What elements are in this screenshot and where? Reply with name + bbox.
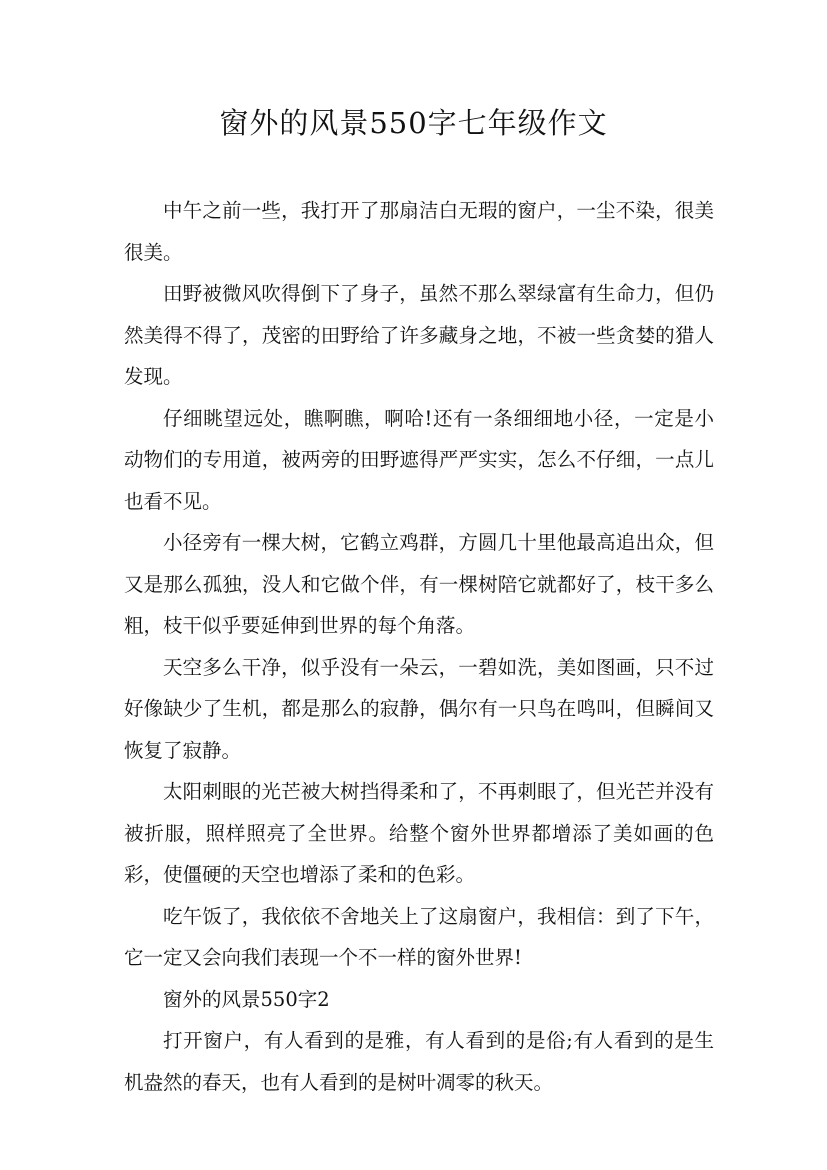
paragraph: 小径旁有一棵大树，它鹤立鸡群，方圆几十里他最高追出众，但又是那么孤独，没人和它做个伴，有一棵树陪它就都好了，枝干多么粗，枝干似乎要延伸到世界的每个角落。 xyxy=(124,531,714,637)
paragraph: 打开窗户，有人看到的是雅，有人看到的是俗;有人看到的是生机盎然的春天，也有人看到的是树叶凋零的秋天。 xyxy=(124,1029,714,1094)
paragraph: 仔细眺望远处，瞧啊瞧，啊哈!还有一条细细地小径，一定是小动物们的专用道，被两旁的田野遮得严严实实，怎么不仔细，一点儿也看不见。 xyxy=(124,406,714,513)
paragraph: 太阳刺眼的光芒被大树挡得柔和了，不再刺眼了，但光芒并没有被折服，照样照亮了全世界。给整个窗外世界都增添了美如画的色彩，使僵硬的天空也增添了柔和的色彩。 xyxy=(124,780,714,886)
paragraph: 吃午饭了，我依依不舍地关上了这扇窗户，我相信：到了下午，它一定又会向我们表现一个不一样的窗外世界! xyxy=(124,904,714,969)
paragraph: 田野被微风吹得倒下了身子，虽然不那么翠绿富有生命力，但仍然美得不得了，茂密的田野给了许多藏身之地，不被一些贪婪的猎人发现。 xyxy=(124,282,714,388)
section-heading: 窗外的风景550字2 xyxy=(163,987,330,1011)
document-title: 窗外的风景550字七年级作文 xyxy=(219,106,608,140)
paragraph: 中午之前一些，我打开了那扇洁白无瑕的窗户，一尘不染，很美很美。 xyxy=(124,199,714,264)
paragraph: 天空多么干净，似乎没有一朵云，一碧如洗，美如图画，只不过好像缺少了生机，都是那么的寂静，偶尔有一只鸟在鸣叫，但瞬间又恢复了寂静。 xyxy=(124,655,714,762)
document-body xyxy=(124,190,714,1103)
